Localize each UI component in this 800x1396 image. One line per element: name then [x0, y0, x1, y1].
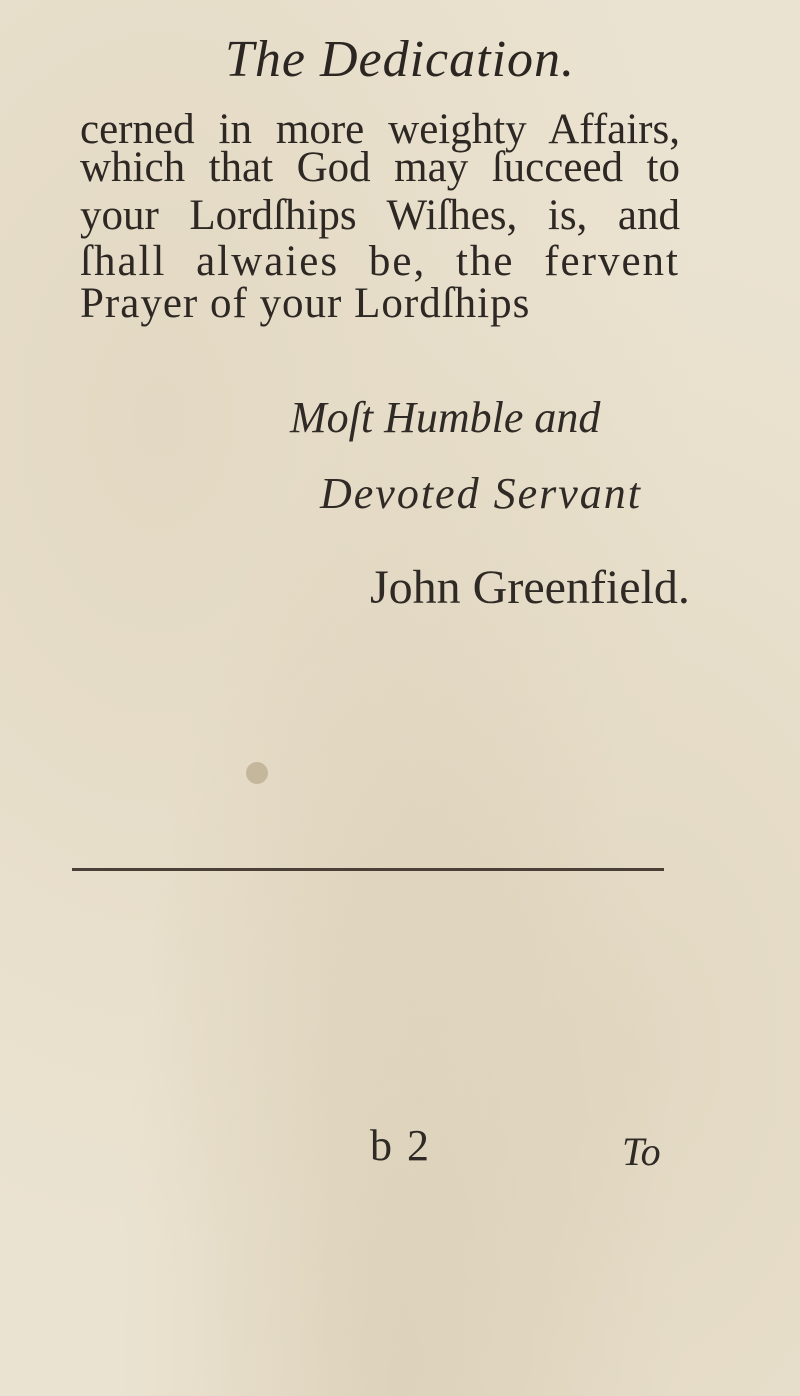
signatory-name: John Greenfield. — [370, 561, 690, 614]
signature-mark: b 2 — [370, 1121, 431, 1170]
text-line-3: your Lordſhips Wiſhes, is, and — [80, 192, 680, 239]
ink-blot-mark — [246, 762, 268, 784]
text-line-1: cerned in more weighty Affairs, — [80, 106, 680, 153]
catchword: To — [622, 1129, 661, 1174]
text-line-2: which that God may ſucceed to — [80, 144, 680, 191]
horizontal-rule — [72, 868, 664, 871]
text-line-4: ſhall alwaies be, the fervent — [80, 238, 680, 285]
text-line-5: Prayer of your Lordſhips — [80, 280, 531, 327]
closing-servant: Devoted Servant — [320, 469, 642, 518]
page-header-title: The Dedication. — [224, 31, 576, 88]
closing-humble: Moſt Humble and — [290, 393, 601, 442]
